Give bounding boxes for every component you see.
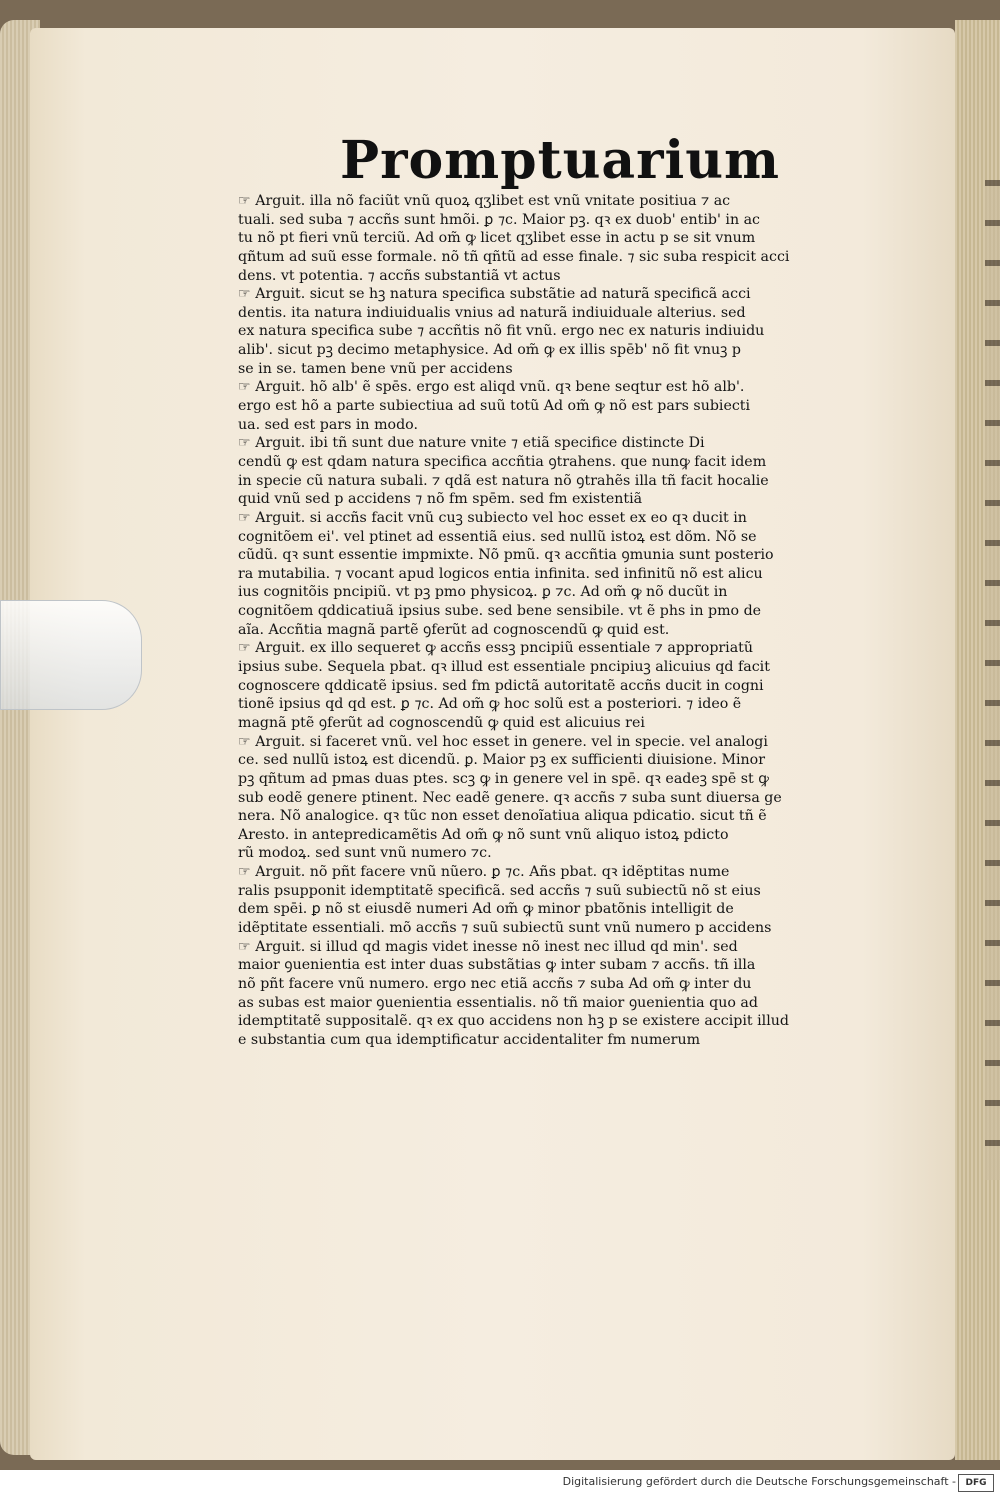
text-line: rũ modoꝝ. sed sunt vnũ numero ⁊c.: [238, 845, 492, 862]
text-line: ☞ Arguit. ex illo sequeret ꝙ accñs essꝫ pncipiũ essentiale ⁊ appropriatũ: [238, 640, 754, 657]
text-line: nõ pñt facere vnũ numero. ergo nec etiã accñs ⁊ suba Ad om̃ ꝙ inter du: [238, 975, 752, 992]
facing-page-bleed: [985, 180, 1000, 1180]
footer: [0, 1470, 1000, 1496]
text-line: cendũ ꝙ est qdam natura specifica accñtia ꝯtrahens. que nunꝙ facit idem: [238, 453, 767, 470]
text-line: ce. sed nullũ istoꝝ est dicendũ. ꝑ. Maior pꝫ ex sufficienti diuisione. Minor: [238, 752, 766, 769]
body-text: [238, 192, 856, 1049]
dfg-logo: DFG: [958, 1474, 994, 1492]
bookmark-tab: [0, 600, 142, 710]
text-line: dem spēi. ꝑ nõ st eiusdẽ numeri Ad om̃ ꝙ minor pbatõnis intelligit de: [238, 901, 734, 918]
page-title: Promptuarium: [340, 130, 781, 191]
text-line: dentis. ita natura indiuidualis vnius ad naturã indiuiduale alterius. sed: [238, 304, 746, 321]
text-line: sub eodẽ genere ptinent. Nec eadẽ genere. qꝛ accñs ⁊ suba sunt diuersa ge: [238, 789, 782, 806]
text-line: tionẽ ipsius qd qd est. ꝑ ⁊c. Ad om̃ ꝙ hoc solũ est a posteriori. ⁊ ideo ẽ: [238, 696, 742, 713]
text-line: dens. vt potentia. ⁊ accñs substantiã vt actus: [238, 267, 561, 284]
text-line: ergo est hõ a parte subiectiua ad suũ totũ Ad om̃ ꝙ nõ est pars subiecti: [238, 398, 751, 415]
text-line: as subas est maior ꝯuenientia essentialis. nõ tñ maior ꝯuenientia quo ad: [238, 994, 758, 1011]
text-line: e substantia cum qua idemptificatur accidentaliter fm numerum: [238, 1031, 701, 1048]
text-line: ra mutabilia. ⁊ vocant apud logicos entia infinita. sed infinitũ nõ est alicu: [238, 565, 763, 582]
text-line: Aresto. in antepredicamẽtis Ad om̃ ꝙ nõ sunt vnũ aliquo istoꝝ pdicto: [238, 826, 729, 843]
text-line: in specie cũ natura subali. ⁊ qdã est natura nõ ꝯtrahẽs illa tñ facit hocalie: [238, 472, 769, 489]
text-line: cognoscere qddicatẽ ipsius. sed fm pdictã autoritatẽ accñs ducit in cogni: [238, 677, 764, 694]
text-line: ☞ Arguit. si illud qd magis videt inesse nõ inest nec illud qd min'. sed: [238, 938, 738, 955]
text-line: pꝫ qñtum ad pmas duas ptes. scꝫ ꝙ in genere vel in spē. qꝛ eadeꝫ spē st ꝙ: [238, 770, 769, 787]
text-line: idemptitatẽ suppositalẽ. qꝛ ex quo accidens non hꝫ p se existere accipit illud: [238, 1013, 789, 1030]
text-line: ☞ Arguit. si accñs facit vnũ cuꝫ subiecto vel hoc esset ex eo qꝛ ducit in: [238, 509, 747, 526]
text-line: nera. Nõ analogice. qꝛ tũc non esset denoĩatiua aliqua pdicatio. sicut tñ ẽ: [238, 808, 767, 825]
text-line: maior ꝯuenientia est inter duas substãtias ꝙ inter subam ⁊ accñs. tñ illa: [238, 957, 756, 974]
text-line: ☞ Arguit. ibi tñ sunt due nature vnite ⁊ etiã specifice distincte Di: [238, 435, 705, 452]
text-line: ex natura specifica sube ⁊ accñtis nõ fit vnũ. ergo nec ex naturis indiuidu: [238, 323, 765, 340]
text-line: cognitõem qddicatiuã ipsius sube. sed bene sensibile. vt ẽ phs in pmo de: [238, 603, 762, 620]
text-line: se in se. tamen bene vnũ per accidens: [238, 360, 513, 377]
text-line: cũdũ. qꝛ sunt essentie impmixte. Nõ pmũ. qꝛ accñtia ꝯmunia sunt posterio: [238, 547, 774, 564]
text-line: idẽptitate essentiali. mõ accñs ⁊ suũ subiectũ sunt vnũ numero p accidens: [238, 919, 772, 936]
text-line: ua. sed est pars in modo.: [238, 416, 418, 433]
text-line: ralis psupponit idemptitatẽ specificã. sed accñs ⁊ suũ subiectũ nõ st eius: [238, 882, 761, 899]
text-line: ipsius sube. Sequela pbat. qꝛ illud est essentiale pncipiuꝫ alicuius qd facit: [238, 659, 770, 676]
text-line: ☞ Arguit. sicut se hꝫ natura specifica substãtie ad naturã specificã acci: [238, 286, 751, 303]
text-line: ☞ Arguit. si faceret vnũ. vel hoc esset in genere. vel in specie. vel analogi: [238, 733, 768, 750]
footer-credit: Digitalisierung gefördert durch die Deutsche Forschungsgemeinschaft -: [562, 1475, 956, 1488]
text-line: ☞ Arguit. hõ alb' ẽ spēs. ergo est aliqd vnũ. qꝛ bene seqtur est hõ alb'.: [238, 379, 745, 396]
text-line: qñtum ad suũ esse formale. nõ tñ qñtũ ad esse finale. ⁊ sic suba respicit acci: [238, 248, 790, 265]
text-line: ☞ Arguit. illa nõ faciũt vnũ quoꝝ qʒlibet est vnũ vnitate positiua ⁊ ac: [238, 193, 731, 209]
text-line: magnã ptẽ ꝯferũt ad cognoscendũ ꝙ quid est alicuius rei: [238, 714, 645, 731]
text-line: tu nõ pt fieri vnũ terciũ. Ad om̃ ꝙ licet qʒlibet esse in actu p se sit vnum: [238, 230, 756, 247]
text-line: cognitõem ei'. vel ptinet ad essentiã eius. sed nullũ istoꝝ est dõm. Nõ se: [238, 528, 757, 545]
text-line: tuali. sed suba ⁊ accñs sunt hmõi. ꝑ ⁊c. Maior pꝫ. qꝛ ex duob' entib' in ac: [238, 211, 760, 228]
text-line: aĩa. Accñtia magnã partẽ ꝯferũt ad cognoscendũ ꝙ quid est.: [238, 621, 670, 638]
text-line: ius cognitõis pncipiũ. vt pꝫ pmo physicoꝝ. ꝑ ⁊c. Ad om̃ ꝙ nõ ducũt in: [238, 584, 728, 601]
text-line: alib'. sicut pꝫ decimo metaphysice. Ad om̃ ꝙ ex illis spēb' nõ fit vnuꝫ p: [238, 342, 741, 359]
text-line: ☞ Arguit. nõ pñt facere vnũ nũero. ꝑ ⁊c. Añs pbat. qꝛ idẽptitas nume: [238, 864, 730, 881]
text-line: quid vnũ sed p accidens ⁊ nõ fm spēm. sed fm existentiã: [238, 491, 643, 508]
